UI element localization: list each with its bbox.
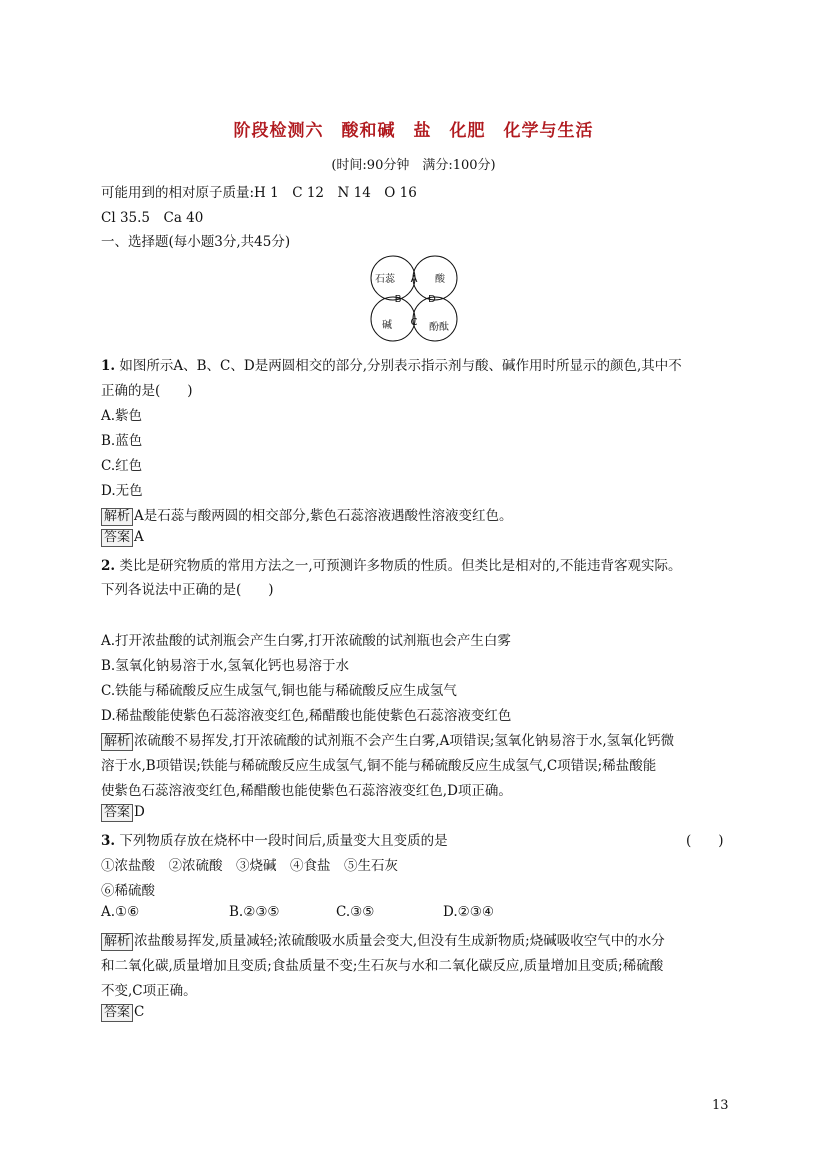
q1-analysis-text: A是石蕊与酸两圆的相交部分,紫色石蕊溶液遇酸性溶液变红色。 xyxy=(134,508,513,524)
q3-answer-paren: ( ) xyxy=(686,833,724,849)
q3-analysis-line3: 不变,C项正确。 xyxy=(101,983,197,999)
q2-analysis-text1: 浓硫酸不易挥发,打开浓硫酸的试剂瓶不会产生白雾,A项错误;氢氧化钠易溶于水,氢氧化钙微 xyxy=(134,733,675,749)
q3-answer-text: C xyxy=(134,1004,145,1020)
q2-answer xyxy=(101,804,145,822)
q1-analysis xyxy=(101,504,513,526)
q3-option-b: B.②③⑤ xyxy=(229,904,280,920)
answer-tag: 答案 xyxy=(101,529,133,547)
q1-option-a: A.紫色 xyxy=(101,408,143,424)
page-number: 13 xyxy=(712,1098,729,1113)
q2-option-a: A.打开浓盐酸的试剂瓶会产生白雾,打开浓硫酸的试剂瓶也会产生白雾 xyxy=(101,633,511,649)
answer-tag: 答案 xyxy=(101,804,133,822)
indicator-venn-diagram xyxy=(365,254,465,344)
page-subtitle: (时间:90分钟 满分:100分) xyxy=(331,158,496,173)
atomic-masses-line2: Cl 35.5 Ca 40 xyxy=(101,210,204,226)
acid-label: 酸 xyxy=(435,274,445,285)
q1-option-d: D.无色 xyxy=(101,483,143,499)
q3-answer xyxy=(101,1004,144,1022)
analysis-tag: 解析 xyxy=(101,933,133,951)
region-c-label: C xyxy=(410,317,418,328)
section-heading: 一、选择题(每小题3分,共45分) xyxy=(101,234,291,250)
atomic-masses-line1: 可能用到的相对原子质量:H 1 C 12 N 14 O 16 xyxy=(101,185,417,201)
analysis-tag: 解析 xyxy=(101,508,133,526)
q2-number: 2. xyxy=(101,558,116,574)
q1-stem-text: 如图所示A、B、C、D是两圆相交的部分,分别表示指示剂与酸、碱作用时所显示的颜色,其中不 xyxy=(119,358,682,374)
analysis-tag: 解析 xyxy=(101,733,133,751)
q3-option-d: D.②③④ xyxy=(443,904,494,920)
q2-option-d: D.稀盐酸能使紫色石蕊溶液变红色,稀醋酸也能使紫色石蕊溶液变红色 xyxy=(101,708,512,724)
q3-analysis-text1: 浓盐酸易挥发,质量减轻;浓硫酸吸水质量会变大,但没有生成新物质;烧碱吸收空气中的水分 xyxy=(134,933,665,949)
q2-stem-text: 类比是研究物质的常用方法之一,可预测许多物质的性质。但类比是相对的,不能违背客观实际。 xyxy=(119,558,682,574)
litmus-label: 石蕊 xyxy=(375,274,395,285)
q1-stem-line2: 正确的是( ) xyxy=(101,383,193,399)
q3-items-line1: ①浓盐酸 ②浓硫酸 ③烧碱 ④食盐 ⑤生石灰 xyxy=(101,858,398,874)
region-d-label: D xyxy=(428,294,436,305)
q2-analysis-line3: 使紫色石蕊溶液变红色,稀醋酸也能使紫色石蕊溶液变红色,D项正确。 xyxy=(101,783,512,799)
q3-items-line2: ⑥稀硫酸 xyxy=(101,883,155,899)
base-label: 碱 xyxy=(382,320,392,331)
page-title: 阶段检测六 酸和碱 盐 化肥 化学与生活 xyxy=(233,121,594,141)
answer-tag: 答案 xyxy=(101,1004,133,1022)
q2-answer-text: D xyxy=(134,804,145,820)
q1-option-b: B.蓝色 xyxy=(101,433,143,449)
q2-analysis-line1 xyxy=(101,729,674,751)
q1-number: 1. xyxy=(101,358,116,374)
q2-analysis-line2: 溶于水,B项错误;铁能与稀硫酸反应生成氢气,铜不能与稀硫酸反应生成氢气,C项错误;稀盐酸能 xyxy=(101,758,657,774)
q3-analysis-line1 xyxy=(101,929,665,951)
q3-option-c: C.③⑤ xyxy=(336,904,375,920)
q1-answer-text: A xyxy=(134,529,144,545)
q3-analysis-line2: 和二氧化碳,质量增加且变质;食盐质量不变;生石灰与水和二氧化碳反应,质量增加且变质;稀硫酸 xyxy=(101,958,664,974)
q2-stem-line2: 下列各说法中正确的是( ) xyxy=(101,582,274,598)
q2-stem-line1 xyxy=(101,554,681,574)
phenol-label: 酚酞 xyxy=(429,322,449,333)
q3-number: 3. xyxy=(101,833,116,849)
q1-stem-line1 xyxy=(101,354,682,374)
q1-answer xyxy=(101,529,144,547)
q3-option-a: A.①⑥ xyxy=(101,904,140,920)
q3-stem-text: 下列物质存放在烧杯中一段时间后,质量变大且变质的是 xyxy=(119,833,448,849)
base-circle xyxy=(371,297,415,341)
region-a-label: A xyxy=(410,274,418,285)
region-b-label: B xyxy=(394,294,402,305)
q2-option-b: B.氢氧化钠易溶于水,氢氧化钙也易溶于水 xyxy=(101,658,350,674)
q2-option-c: C.铁能与稀硫酸反应生成氢气,铜也能与稀硫酸反应生成氢气 xyxy=(101,683,457,699)
q3-stem xyxy=(101,829,448,849)
q1-option-c: C.红色 xyxy=(101,458,143,474)
